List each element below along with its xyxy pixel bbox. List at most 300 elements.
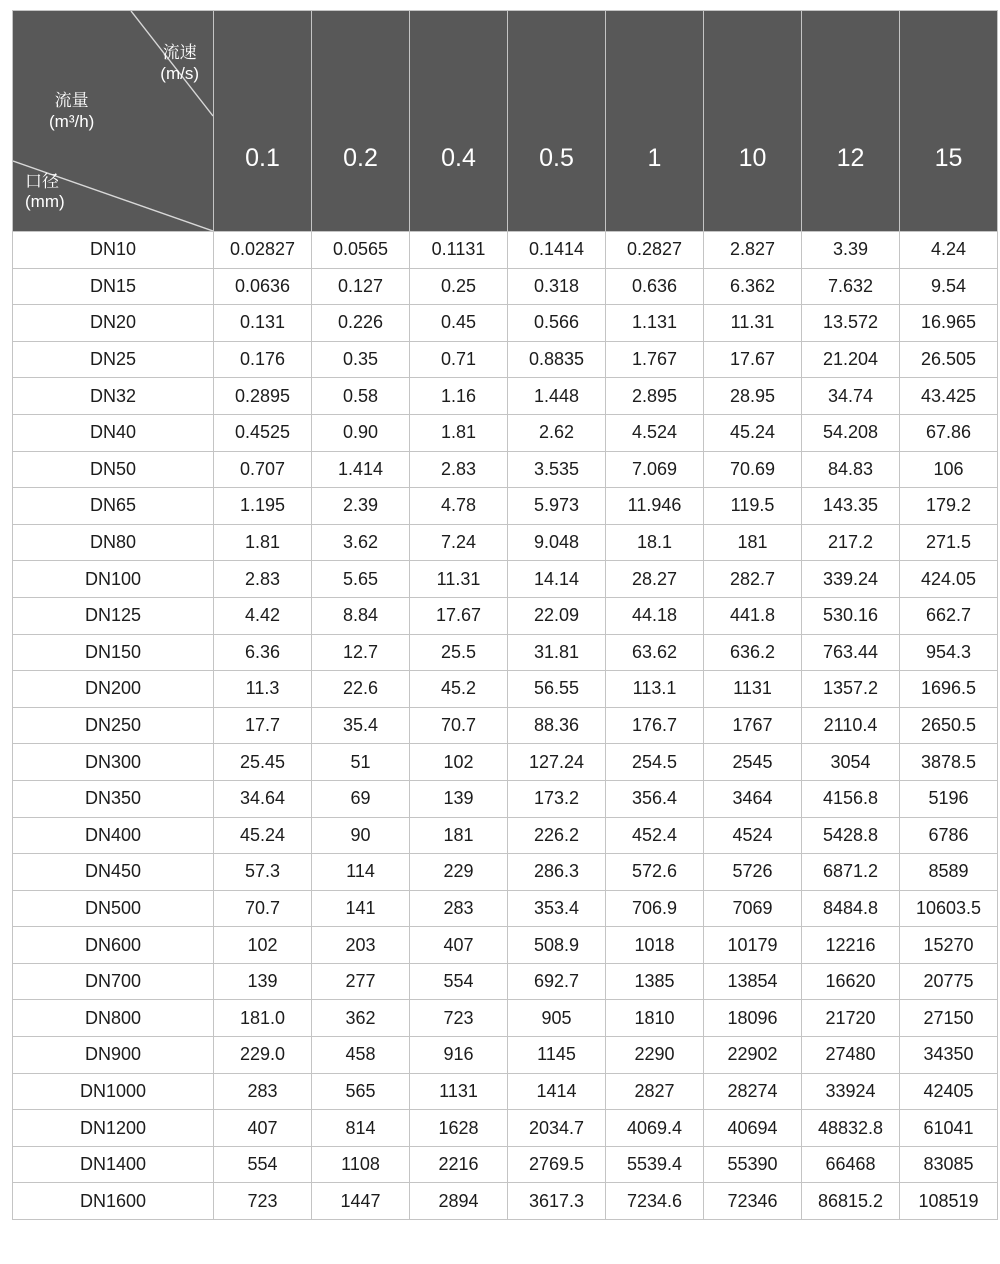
table-cell: 139	[410, 780, 508, 817]
table-cell: 2827	[606, 1073, 704, 1110]
table-cell: 3464	[704, 780, 802, 817]
table-cell: 282.7	[704, 561, 802, 598]
table-cell: 2.827	[704, 232, 802, 269]
row-header-bore: DN1600	[13, 1183, 214, 1220]
table-cell: 356.4	[606, 780, 704, 817]
table-cell: 5196	[900, 780, 998, 817]
header-velocity-value: 0.1	[245, 143, 280, 172]
table-cell: 0.2895	[214, 378, 312, 415]
table-cell: 13854	[704, 963, 802, 1000]
table-cell: 0.25	[410, 268, 508, 305]
table-row	[13, 1183, 998, 1220]
table-cell: 44.18	[606, 597, 704, 634]
table-row	[13, 414, 998, 451]
table-cell: 0.176	[214, 341, 312, 378]
table-cell: 452.4	[606, 817, 704, 854]
row-header-bore: DN900	[13, 1037, 214, 1074]
table-cell: 286.3	[508, 854, 606, 891]
table-cell: 28.27	[606, 561, 704, 598]
corner-bore-label	[25, 172, 65, 213]
table-cell: 6.36	[214, 634, 312, 671]
header-velocity-5	[704, 11, 802, 232]
table-cell: 277	[312, 963, 410, 1000]
header-velocity-value: 15	[934, 143, 963, 172]
table-cell: 114	[312, 854, 410, 891]
table-cell: 1810	[606, 1000, 704, 1037]
table-cell: 4.524	[606, 414, 704, 451]
row-header-bore: DN100	[13, 561, 214, 598]
table-cell: 90	[312, 817, 410, 854]
table-cell: 407	[214, 1110, 312, 1147]
table-cell: 0.0636	[214, 268, 312, 305]
table-cell: 0.2827	[606, 232, 704, 269]
table-cell: 7234.6	[606, 1183, 704, 1220]
table-cell: 662.7	[900, 597, 998, 634]
table-cell: 66468	[802, 1146, 900, 1183]
table-cell: 40694	[704, 1110, 802, 1147]
table-cell: 271.5	[900, 524, 998, 561]
table-cell: 2.83	[410, 451, 508, 488]
table-cell: 0.1414	[508, 232, 606, 269]
table-cell: 283	[214, 1073, 312, 1110]
table-cell: 141	[312, 890, 410, 927]
table-row	[13, 597, 998, 634]
header-velocity-6	[802, 11, 900, 232]
table-row	[13, 744, 998, 781]
table-row	[13, 305, 998, 342]
table-cell: 3.62	[312, 524, 410, 561]
table-cell: 2034.7	[508, 1110, 606, 1147]
table-cell: 905	[508, 1000, 606, 1037]
table-cell: 27150	[900, 1000, 998, 1037]
table-cell: 28.95	[704, 378, 802, 415]
table-cell: 0.707	[214, 451, 312, 488]
table-row	[13, 1000, 998, 1037]
table-cell: 814	[312, 1110, 410, 1147]
table-cell: 54.208	[802, 414, 900, 451]
row-header-bore: DN20	[13, 305, 214, 342]
table-cell: 4.42	[214, 597, 312, 634]
table-cell: 1.81	[410, 414, 508, 451]
table-cell: 0.35	[312, 341, 410, 378]
table-cell: 181	[410, 817, 508, 854]
table-cell: 18096	[704, 1000, 802, 1037]
table-cell: 2650.5	[900, 707, 998, 744]
header-velocity-4	[606, 11, 704, 232]
table-cell: 2110.4	[802, 707, 900, 744]
row-header-bore: DN1000	[13, 1073, 214, 1110]
table-cell: 0.8835	[508, 341, 606, 378]
table-cell: 2.895	[606, 378, 704, 415]
table-cell: 1414	[508, 1073, 606, 1110]
table-cell: 17.67	[410, 597, 508, 634]
table-cell: 143.35	[802, 488, 900, 525]
table-cell: 1447	[312, 1183, 410, 1220]
table-cell: 4.24	[900, 232, 998, 269]
table-cell: 10603.5	[900, 890, 998, 927]
table-row	[13, 927, 998, 964]
table-cell: 15270	[900, 927, 998, 964]
table-row	[13, 1037, 998, 1074]
table-cell: 5428.8	[802, 817, 900, 854]
table-cell: 176.7	[606, 707, 704, 744]
table-cell: 1.448	[508, 378, 606, 415]
header-velocity-7	[900, 11, 998, 232]
row-header-bore: DN400	[13, 817, 214, 854]
table-cell: 2290	[606, 1037, 704, 1074]
table-cell: 1.767	[606, 341, 704, 378]
row-header-bore: DN125	[13, 597, 214, 634]
table-cell: 12.7	[312, 634, 410, 671]
table-cell: 1131	[410, 1073, 508, 1110]
table-cell: 1767	[704, 707, 802, 744]
table-header-row	[13, 11, 998, 232]
table-cell: 17.67	[704, 341, 802, 378]
row-header-bore: DN32	[13, 378, 214, 415]
table-cell: 1696.5	[900, 671, 998, 708]
table-cell: 10179	[704, 927, 802, 964]
table-row	[13, 963, 998, 1000]
table-cell: 63.62	[606, 634, 704, 671]
table-cell: 11.3	[214, 671, 312, 708]
table-cell: 18.1	[606, 524, 704, 561]
table-cell: 21.204	[802, 341, 900, 378]
table-cell: 34350	[900, 1037, 998, 1074]
table-cell: 84.83	[802, 451, 900, 488]
table-cell: 530.16	[802, 597, 900, 634]
table-cell: 0.318	[508, 268, 606, 305]
corner-velocity-line1: 流速	[162, 43, 197, 62]
table-row	[13, 890, 998, 927]
table-cell: 33924	[802, 1073, 900, 1110]
table-cell: 1357.2	[802, 671, 900, 708]
table-cell: 21720	[802, 1000, 900, 1037]
table-cell: 113.1	[606, 671, 704, 708]
row-header-bore: DN500	[13, 890, 214, 927]
row-header-bore: DN65	[13, 488, 214, 525]
table-cell: 4524	[704, 817, 802, 854]
row-header-bore: DN40	[13, 414, 214, 451]
table-cell: 229.0	[214, 1037, 312, 1074]
table-cell: 3617.3	[508, 1183, 606, 1220]
table-header	[13, 11, 998, 232]
table-cell: 0.566	[508, 305, 606, 342]
corner-bore-line2: (mm)	[25, 192, 65, 212]
header-velocity-value: 1	[647, 143, 662, 172]
row-header-bore: DN80	[13, 524, 214, 561]
table-cell: 2.39	[312, 488, 410, 525]
corner-flow-label	[49, 91, 94, 132]
table-cell: 407	[410, 927, 508, 964]
table-cell: 86815.2	[802, 1183, 900, 1220]
row-header-bore: DN150	[13, 634, 214, 671]
table-cell: 362	[312, 1000, 410, 1037]
table-cell: 2216	[410, 1146, 508, 1183]
table-cell: 14.14	[508, 561, 606, 598]
table-cell: 1.131	[606, 305, 704, 342]
table-cell: 6871.2	[802, 854, 900, 891]
table-cell: 5.65	[312, 561, 410, 598]
header-velocity-value: 12	[836, 143, 865, 172]
table-cell: 25.45	[214, 744, 312, 781]
table-cell: 35.4	[312, 707, 410, 744]
table-cell: 1131	[704, 671, 802, 708]
row-header-bore: DN15	[13, 268, 214, 305]
table-cell: 1145	[508, 1037, 606, 1074]
table-cell: 441.8	[704, 597, 802, 634]
table-cell: 1.16	[410, 378, 508, 415]
row-header-bore: DN450	[13, 854, 214, 891]
table-cell: 56.55	[508, 671, 606, 708]
table-cell: 119.5	[704, 488, 802, 525]
table-row	[13, 378, 998, 415]
table-cell: 353.4	[508, 890, 606, 927]
row-header-bore: DN700	[13, 963, 214, 1000]
corner-flow-line2: (m³/h)	[49, 111, 95, 131]
table-row	[13, 451, 998, 488]
row-header-bore: DN25	[13, 341, 214, 378]
header-velocity-value: 0.2	[343, 143, 378, 172]
table-row	[13, 341, 998, 378]
table-cell: 9.54	[900, 268, 998, 305]
table-cell: 11.946	[606, 488, 704, 525]
table-cell: 0.0565	[312, 232, 410, 269]
row-header-bore: DN300	[13, 744, 214, 781]
table-cell: 6.362	[704, 268, 802, 305]
table-cell: 2545	[704, 744, 802, 781]
table-cell: 3.535	[508, 451, 606, 488]
table-row	[13, 1110, 998, 1147]
table-cell: 83085	[900, 1146, 998, 1183]
table-cell: 7.632	[802, 268, 900, 305]
table-cell: 34.64	[214, 780, 312, 817]
table-cell: 26.505	[900, 341, 998, 378]
table-cell: 11.31	[410, 561, 508, 598]
table-cell: 954.3	[900, 634, 998, 671]
table-cell: 916	[410, 1037, 508, 1074]
table-cell: 181.0	[214, 1000, 312, 1037]
header-velocity-value: 10	[738, 143, 767, 172]
table-cell: 16.965	[900, 305, 998, 342]
row-header-bore: DN350	[13, 780, 214, 817]
table-cell: 0.02827	[214, 232, 312, 269]
table-row	[13, 854, 998, 891]
table-cell: 8.84	[312, 597, 410, 634]
table-cell: 69	[312, 780, 410, 817]
table-cell: 61041	[900, 1110, 998, 1147]
table-cell: 102	[410, 744, 508, 781]
table-cell: 0.90	[312, 414, 410, 451]
table-cell: 3878.5	[900, 744, 998, 781]
table-cell: 22.6	[312, 671, 410, 708]
row-header-bore: DN1400	[13, 1146, 214, 1183]
table-cell: 1018	[606, 927, 704, 964]
table-cell: 2.83	[214, 561, 312, 598]
table-cell: 0.1131	[410, 232, 508, 269]
table-cell: 28274	[704, 1073, 802, 1110]
header-velocity-value: 0.5	[539, 143, 574, 172]
table-cell: 7.069	[606, 451, 704, 488]
table-cell: 43.425	[900, 378, 998, 415]
table-row	[13, 780, 998, 817]
table-row	[13, 707, 998, 744]
table-cell: 27480	[802, 1037, 900, 1074]
table-row	[13, 1073, 998, 1110]
flow-rate-table	[12, 10, 998, 1220]
table-cell: 34.74	[802, 378, 900, 415]
table-cell: 102	[214, 927, 312, 964]
table-cell: 45.2	[410, 671, 508, 708]
table-row	[13, 671, 998, 708]
table-cell: 88.36	[508, 707, 606, 744]
table-cell: 13.572	[802, 305, 900, 342]
table-cell: 3.39	[802, 232, 900, 269]
row-header-bore: DN1200	[13, 1110, 214, 1147]
table-cell: 31.81	[508, 634, 606, 671]
table-cell: 9.048	[508, 524, 606, 561]
table-cell: 723	[214, 1183, 312, 1220]
table-cell: 51	[312, 744, 410, 781]
table-cell: 554	[410, 963, 508, 1000]
row-header-bore: DN250	[13, 707, 214, 744]
table-cell: 0.636	[606, 268, 704, 305]
table-cell: 1.195	[214, 488, 312, 525]
table-row	[13, 634, 998, 671]
table-cell: 70.7	[410, 707, 508, 744]
header-velocity-value: 0.4	[441, 143, 476, 172]
row-header-bore: DN10	[13, 232, 214, 269]
table-row	[13, 524, 998, 561]
table-cell: 217.2	[802, 524, 900, 561]
table-cell: 55390	[704, 1146, 802, 1183]
table-cell: 6786	[900, 817, 998, 854]
table-cell: 179.2	[900, 488, 998, 525]
table-cell: 2894	[410, 1183, 508, 1220]
table-cell: 4.78	[410, 488, 508, 525]
table-cell: 106	[900, 451, 998, 488]
row-header-bore: DN200	[13, 671, 214, 708]
table-cell: 424.05	[900, 561, 998, 598]
row-header-bore: DN50	[13, 451, 214, 488]
table-cell: 1628	[410, 1110, 508, 1147]
table-cell: 22902	[704, 1037, 802, 1074]
table-cell: 283	[410, 890, 508, 927]
table-cell: 22.09	[508, 597, 606, 634]
table-cell: 763.44	[802, 634, 900, 671]
table-cell: 72346	[704, 1183, 802, 1220]
table-cell: 108519	[900, 1183, 998, 1220]
table-cell: 8484.8	[802, 890, 900, 927]
row-header-bore: DN800	[13, 1000, 214, 1037]
table-cell: 1.81	[214, 524, 312, 561]
table-cell: 20775	[900, 963, 998, 1000]
table-cell: 706.9	[606, 890, 704, 927]
table-cell: 17.7	[214, 707, 312, 744]
table-cell: 7069	[704, 890, 802, 927]
table-cell: 229	[410, 854, 508, 891]
table-cell: 2.62	[508, 414, 606, 451]
corner-bore-line1: 口径	[25, 171, 59, 191]
table-cell: 7.24	[410, 524, 508, 561]
table-cell: 1.414	[312, 451, 410, 488]
table-cell: 127.24	[508, 744, 606, 781]
header-velocity-2	[410, 11, 508, 232]
corner-velocity-line2: (m/s)	[160, 63, 199, 83]
table-cell: 636.2	[704, 634, 802, 671]
table-cell: 70.69	[704, 451, 802, 488]
table-row	[13, 817, 998, 854]
table-cell: 0.4525	[214, 414, 312, 451]
table-cell: 226.2	[508, 817, 606, 854]
table-cell: 70.7	[214, 890, 312, 927]
table-cell: 139	[214, 963, 312, 1000]
table-cell: 565	[312, 1073, 410, 1110]
table-cell: 4156.8	[802, 780, 900, 817]
table-cell: 2769.5	[508, 1146, 606, 1183]
table-cell: 4069.4	[606, 1110, 704, 1147]
table-row	[13, 232, 998, 269]
table-cell: 42405	[900, 1073, 998, 1110]
table-cell: 57.3	[214, 854, 312, 891]
header-velocity-1	[312, 11, 410, 232]
table-cell: 16620	[802, 963, 900, 1000]
table-cell: 1108	[312, 1146, 410, 1183]
table-cell: 0.127	[312, 268, 410, 305]
table-cell: 0.131	[214, 305, 312, 342]
table-body	[13, 232, 998, 1220]
table-cell: 67.86	[900, 414, 998, 451]
corner-diagonal-wrapper	[13, 11, 213, 231]
table-cell: 339.24	[802, 561, 900, 598]
table-cell: 5.973	[508, 488, 606, 525]
table-cell: 0.226	[312, 305, 410, 342]
table-cell: 0.58	[312, 378, 410, 415]
table-cell: 254.5	[606, 744, 704, 781]
corner-velocity-label	[160, 43, 199, 84]
table-cell: 458	[312, 1037, 410, 1074]
table-cell: 5539.4	[606, 1146, 704, 1183]
table-cell: 173.2	[508, 780, 606, 817]
table-cell: 0.71	[410, 341, 508, 378]
table-row	[13, 488, 998, 525]
table-cell: 572.6	[606, 854, 704, 891]
table-row	[13, 1146, 998, 1183]
table-row	[13, 268, 998, 305]
table-cell: 692.7	[508, 963, 606, 1000]
row-header-bore: DN600	[13, 927, 214, 964]
table-cell: 3054	[802, 744, 900, 781]
header-velocity-0	[214, 11, 312, 232]
table-cell: 5726	[704, 854, 802, 891]
table-cell: 181	[704, 524, 802, 561]
table-cell: 48832.8	[802, 1110, 900, 1147]
header-velocity-3	[508, 11, 606, 232]
table-cell: 11.31	[704, 305, 802, 342]
table-cell: 8589	[900, 854, 998, 891]
table-cell: 12216	[802, 927, 900, 964]
table-cell: 723	[410, 1000, 508, 1037]
table-cell: 508.9	[508, 927, 606, 964]
header-corner-cell	[13, 11, 214, 232]
table-row	[13, 561, 998, 598]
corner-flow-line1: 流量	[54, 91, 89, 110]
table-cell: 1385	[606, 963, 704, 1000]
table-cell: 0.45	[410, 305, 508, 342]
table-cell: 25.5	[410, 634, 508, 671]
table-cell: 203	[312, 927, 410, 964]
table-cell: 554	[214, 1146, 312, 1183]
table-cell: 45.24	[704, 414, 802, 451]
